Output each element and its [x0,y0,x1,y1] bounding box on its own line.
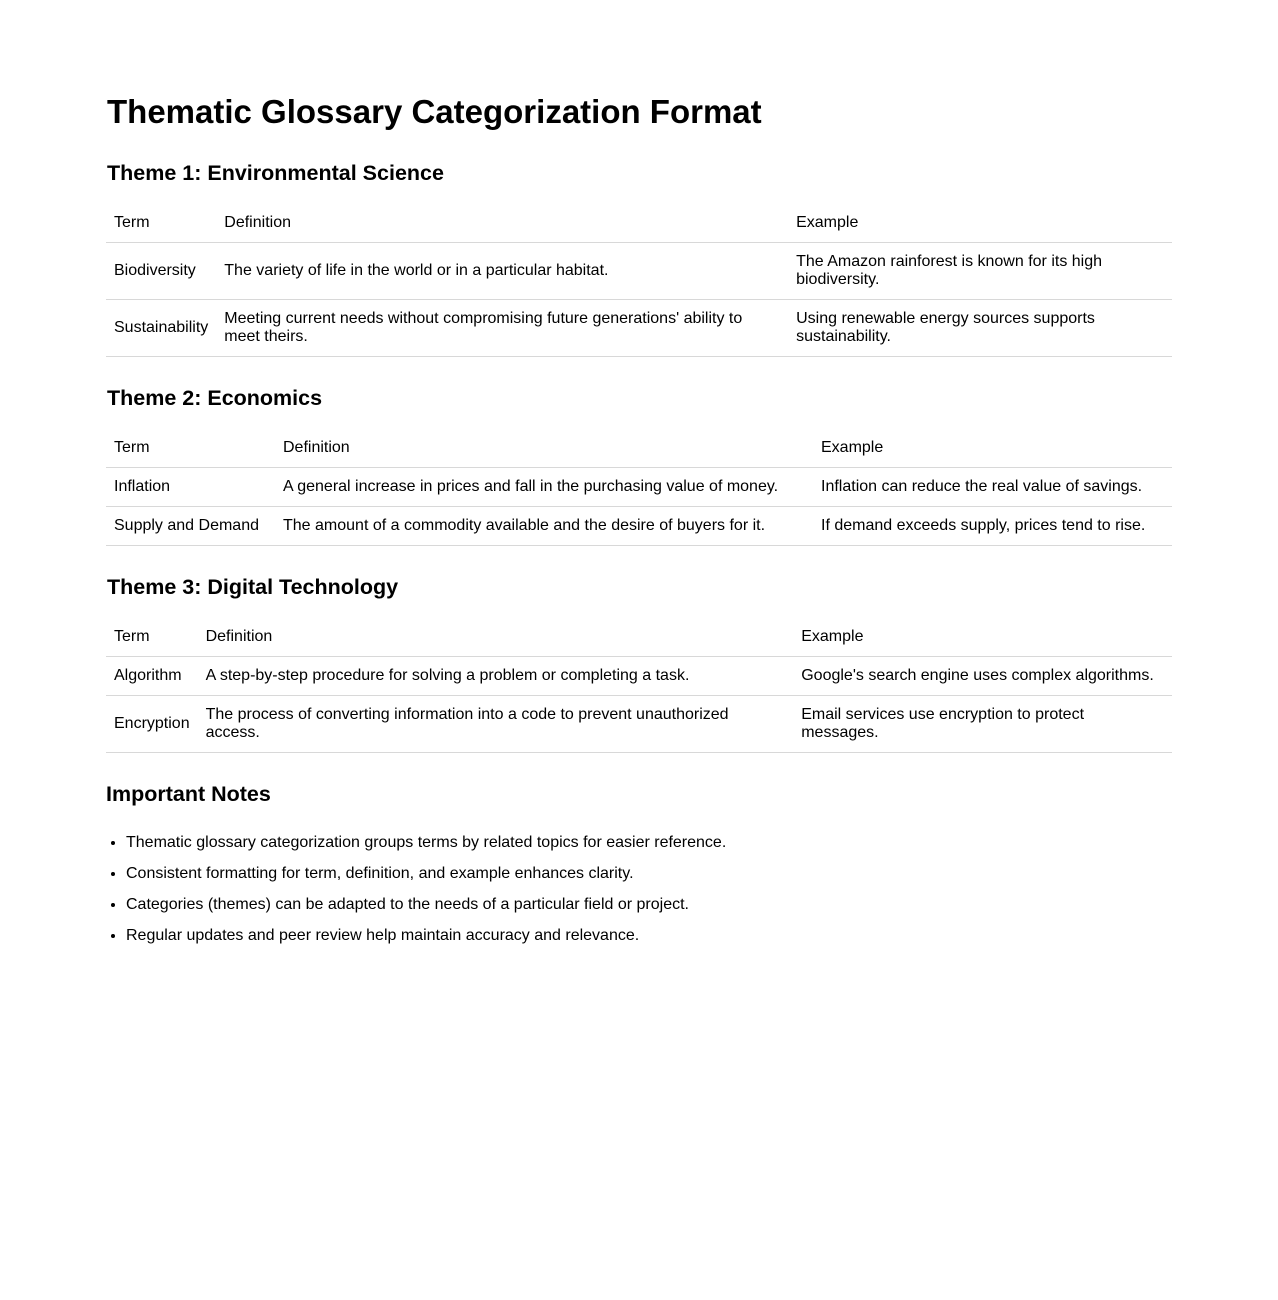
table-row [106,507,1172,546]
notes-list [106,833,1172,945]
theme-section-environmental-science [106,160,1172,357]
glossary-page [106,0,1172,945]
table-row [106,300,1172,357]
table-header-row [106,429,1172,468]
example-cell: Using renewable energy sources supports sustainability. [788,300,1172,357]
theme-heading: Theme 2: Economics [107,386,323,410]
table-row [106,243,1172,300]
table-row [106,696,1172,753]
theme-section-digital-technology [106,574,1172,753]
example-cell: The Amazon rainforest is known for its high biodiversity. [788,243,1172,300]
theme-heading: Theme 3: Digital Technology [107,575,399,599]
column-header-definition: Definition [275,429,813,468]
column-header-term: Term [106,429,275,468]
term-cell: Algorithm [106,657,198,696]
table-row [106,657,1172,696]
definition-cell: The process of converting information into a code to prevent unauthorized access. [198,696,794,753]
example-cell: Google's search engine uses complex algorithms. [793,657,1172,696]
list-item: • Categories (themes) can be adapted to the needs of a particular field or project. [126,895,1172,914]
definition-cell: A general increase in prices and fall in the purchasing value of money. [275,468,813,507]
table-header-row [106,204,1172,243]
column-header-term: Term [106,204,216,243]
example-cell: If demand exceeds supply, prices tend to rise. [813,507,1172,546]
term-cell: Biodiversity [106,243,216,300]
list-item: • Consistent formatting for term, definition, and example enhances clarity. [126,864,1172,883]
term-cell: Supply and Demand [106,507,275,546]
table-header-row [106,618,1172,657]
column-header-example: Example [793,618,1172,657]
column-header-example: Example [813,429,1172,468]
column-header-definition: Definition [198,618,794,657]
table-row [106,468,1172,507]
definition-cell: The amount of a commodity available and the desire of buyers for it. [275,507,813,546]
definition-cell: The variety of life in the world or in a particular habitat. [216,243,788,300]
notes-heading: Important Notes [106,782,271,806]
theme-section-economics [106,385,1172,546]
column-header-definition: Definition [216,204,788,243]
definition-cell: A step-by-step procedure for solving a problem or completing a task. [198,657,794,696]
page-title: Thematic Glossary Categorization Format [107,93,762,130]
example-cell: Inflation can reduce the real value of savings. [813,468,1172,507]
important-notes-section [106,781,1172,945]
glossary-table [106,204,1172,357]
column-header-term: Term [106,618,198,657]
definition-cell: Meeting current needs without compromising future generations' ability to meet theirs. [216,300,788,357]
column-header-example: Example [788,204,1172,243]
term-cell: Inflation [106,468,275,507]
term-cell: Encryption [106,696,198,753]
list-item: • Thematic glossary categorization groups terms by related topics for easier reference. [126,833,1172,852]
example-cell: Email services use encryption to protect messages. [793,696,1172,753]
theme-heading: Theme 1: Environmental Science [107,161,444,185]
glossary-table [106,618,1172,753]
list-item: • Regular updates and peer review help maintain accuracy and relevance. [126,926,1172,945]
term-cell: Sustainability [106,300,216,357]
glossary-table [106,429,1172,546]
